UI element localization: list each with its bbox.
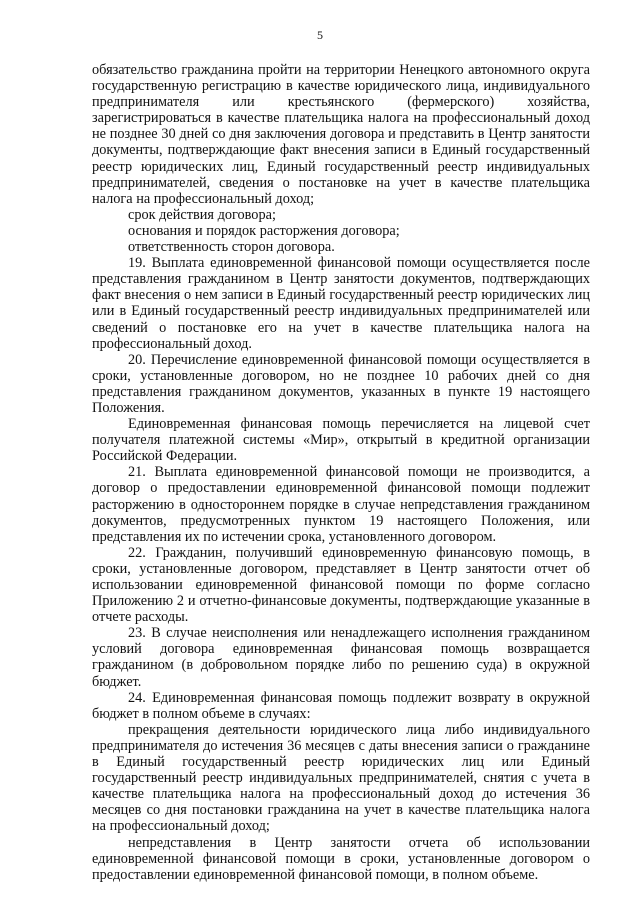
paragraph-case-no-report: непредставления в Центр занятости отчета об использовании единовременной финансовой помощи в сроки, установленные договором о предоставлении единовременной финансовой помощи, в полном объеме. bbox=[92, 834, 590, 883]
paragraph-item-19: 19. Выплата единовременной финансовой помощи осуществляется после представления гражданином в Центр занятости документов, подтверждающих факт внесения о нем записи в Единый государственный реестр юридических лиц или в Единый государственный реестр индивидуальных предпринимателей или сведений о постановке его на учет в качестве плательщика налога на профессиональный доход. bbox=[92, 255, 590, 352]
paragraph-parties-liability: ответственность сторон договора. bbox=[128, 239, 335, 256]
paragraph-item-20: 20. Перечисление единовременной финансовой помощи осуществляется в сроки, установленные договором, но не позднее 10 рабочих дней со дня представления гражданином документов, указанных в пункте 19 настоящего Положения. bbox=[92, 351, 590, 416]
paragraph-termination-grounds: основания и порядок расторжения договора; bbox=[128, 222, 400, 239]
paragraph-case-termination: прекращения деятельности юридического лица либо индивидуального предпринимателя до истечения 36 месяцев с даты внесения записи о гражданине в Единый государственный реестр юридических лиц или Единый государственный реестр индивидуальных предпринимателей, снятия с учета в качестве плательщика налога на профессиональный доход до истечения 36 месяцев со дня постановки гражданина на учет в качестве плательщика налога на профессиональный доход; bbox=[92, 721, 590, 835]
paragraph-mir-account: Единовременная финансовая помощь перечисляется на лицевой счет получателя платежной системы «Мир», открытый в кредитной организации Российской Федерации. bbox=[92, 416, 590, 465]
paragraph-item-23: 23. В случае неисполнения или ненадлежащего исполнения гражданином условий договора единовременная финансовая помощь возвращается гражданином (в добровольном порядке либо по решению суда) в окружной бюджет. bbox=[92, 625, 590, 690]
paragraph-contract-term: срок действия договора; bbox=[128, 206, 276, 223]
document-body bbox=[92, 62, 590, 883]
paragraph-item-21: 21. Выплата единовременной финансовой помощи не производится, а договор о предоставлении единовременной финансовой помощи подлежит расторжению в одностороннем порядке в случае непредставления гражданином документов, предусмотренных пунктом 19 настоящего Положения, или представления их по истечении срока, установленного договором. bbox=[92, 464, 590, 545]
page-number: 5 bbox=[317, 28, 323, 42]
paragraph-item-22: 22. Гражданин, получивший единовременную финансовую помощь, в сроки, установленные договором, представляет в Центр занятости отчет об использовании единовременной финансовой помощи по форме согласно Приложению 2 и отчетно-финансовые документы, подтверждающие указанные в отчете расходы. bbox=[92, 544, 590, 626]
paragraph-item-24: 24. Единовременная финансовая помощь подлежит возврату в окружной бюджет в полном объеме в случаях: bbox=[92, 689, 590, 722]
paragraph-continuation: обязательство гражданина пройти на территории Ненецкого автономного округа государственную регистрацию в качестве юридического лица, индивидуального предпринимателя или крестьянского (фермерского) хозяйства, зарегистрироваться в качестве плательщика налога на профессиональный доход не позднее 30 дней со дня заключения договора и представить в Центр занятости документы, подтверждающие факт внесения записи в Единый государственный реестр юридических лиц, Единый государственный реестр индивидуальных предпринимателей, сведения о постановке на учет в качестве плательщика налога на профессиональный доход; bbox=[92, 62, 590, 207]
